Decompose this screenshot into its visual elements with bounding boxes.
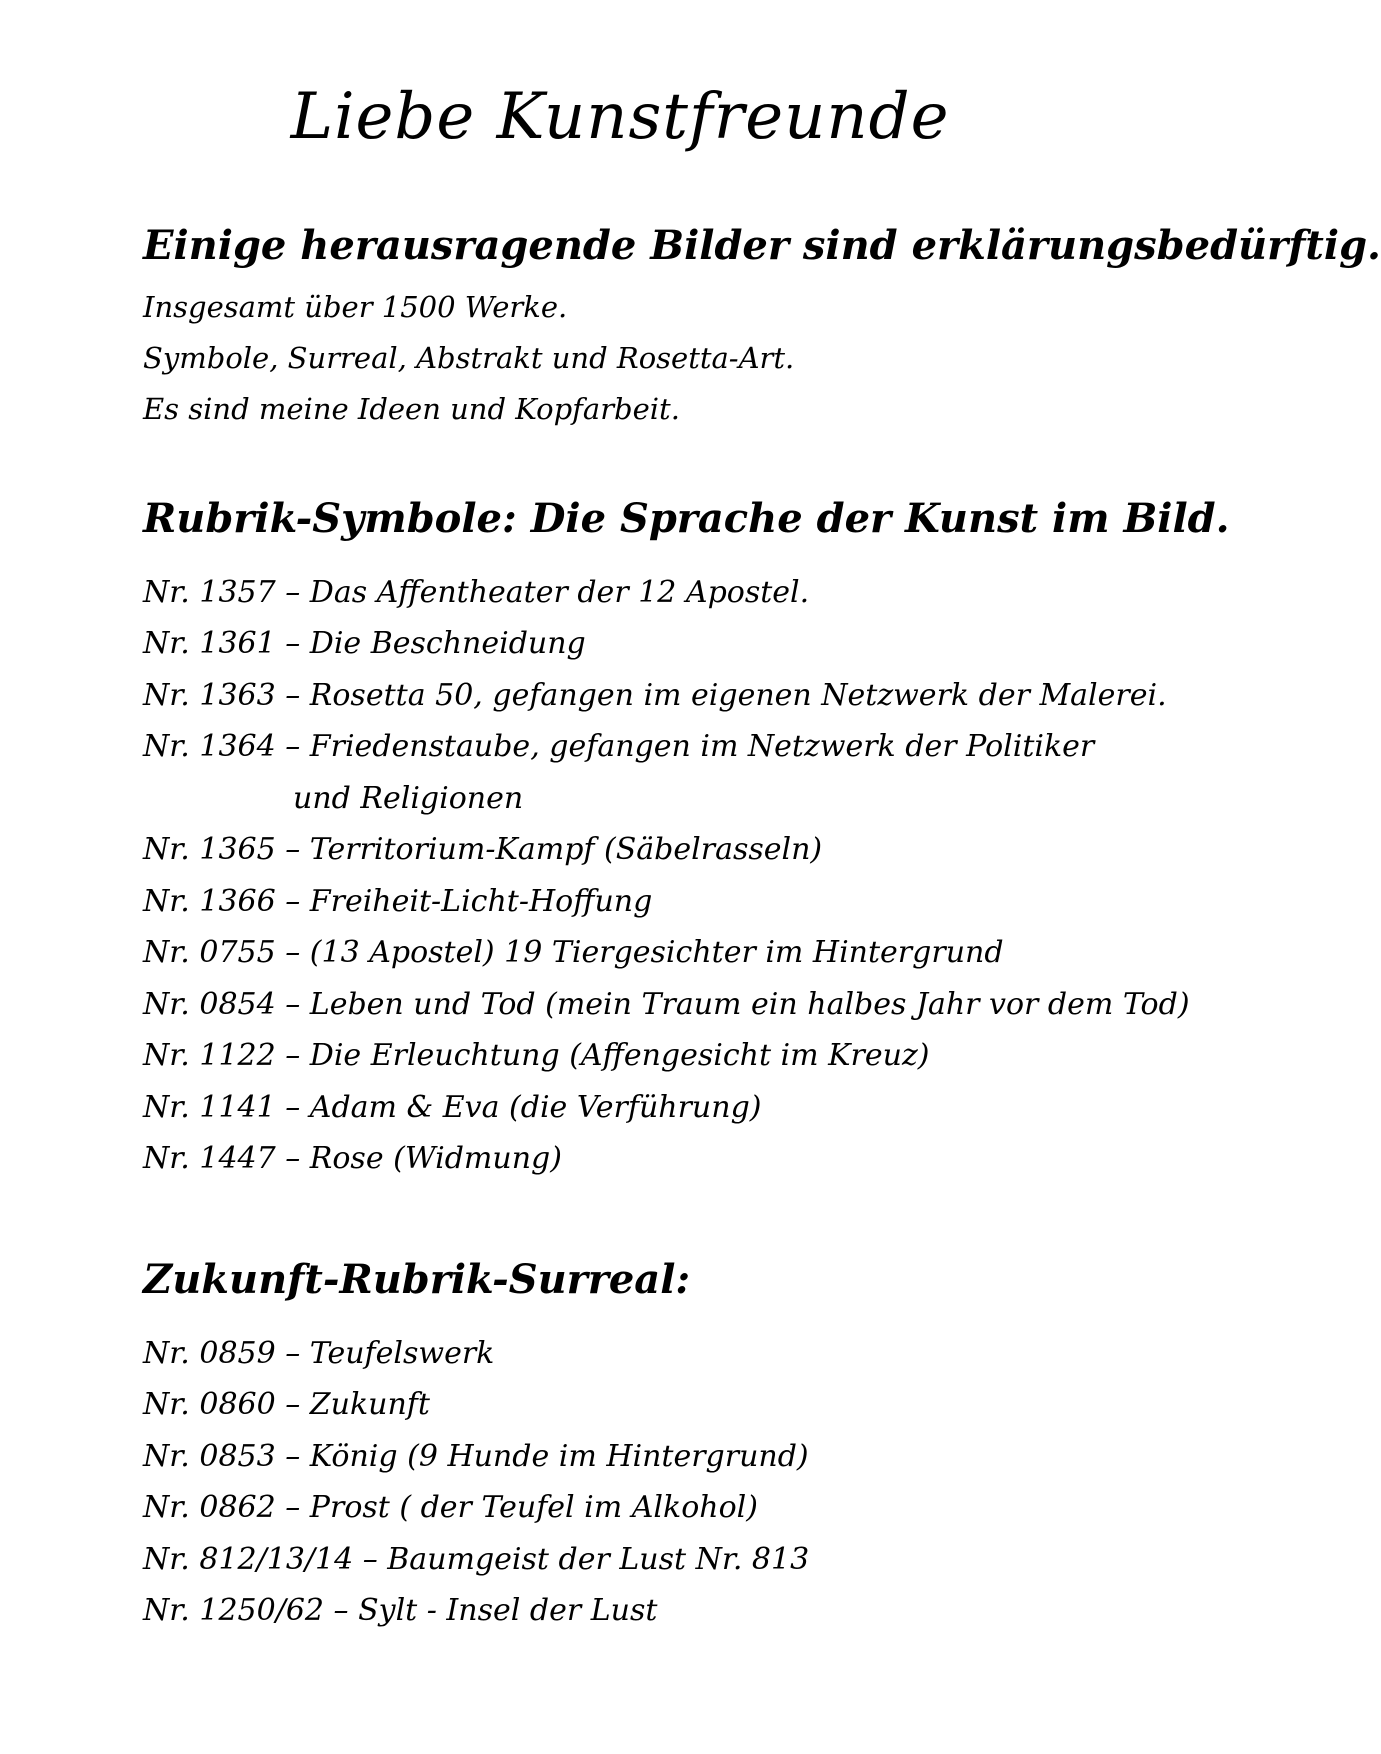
symbole-entry: Nr. 1365 – Territorium-Kampf (Säbelrasseln) bbox=[143, 832, 823, 867]
intro-line: Symbole, Surreal, Abstrakt und Rosetta-Art. bbox=[143, 341, 795, 375]
symbole-entry: Nr. 1122 – Die Erleuchtung (Affengesicht im Kreuz) bbox=[143, 1038, 930, 1073]
surreal-entry: Nr. 0853 – König (9 Hunde im Hintergrund) bbox=[143, 1439, 809, 1474]
surreal-entry: Nr. 0859 – Teufelswerk bbox=[143, 1336, 495, 1371]
symbole-entry-continuation: und Religionen bbox=[293, 781, 524, 816]
symbole-entry: Nr. 1364 – Friedenstaube, gefangen im Netzwerk der Politiker bbox=[143, 729, 1095, 764]
intro-heading: Einige herausragende Bilder sind erklärungsbedürftig. bbox=[143, 222, 1381, 269]
surreal-entry: Nr. 0860 – Zukunft bbox=[143, 1387, 430, 1422]
symbole-entry: Nr. 1366 – Freiheit-Licht-Hoffung bbox=[143, 884, 653, 919]
symbole-entry: Nr. 0854 – Leben und Tod (mein Traum ein halbes Jahr vor dem Tod) bbox=[143, 987, 1190, 1022]
symbole-entry: Nr. 0755 – (13 Apostel) 19 Tiergesichter im Hintergrund bbox=[143, 935, 1004, 970]
symbole-entry: Nr. 1357 – Das Affentheater der 12 Apostel. bbox=[143, 575, 810, 610]
page-title: Liebe Kunstfreunde bbox=[290, 80, 950, 154]
intro-line: Insgesamt über 1500 Werke. bbox=[143, 290, 568, 324]
symbole-entry: Nr. 1361 – Die Beschneidung bbox=[143, 626, 586, 661]
surreal-heading: Zukunft-Rubrik-Surreal: bbox=[143, 1256, 691, 1303]
symbole-entry: Nr. 1447 – Rose (Widmung) bbox=[143, 1141, 562, 1176]
surreal-entry: Nr. 812/13/14 – Baumgeist der Lust Nr. 813 bbox=[143, 1542, 810, 1577]
symbole-entry: Nr. 1363 – Rosetta 50, gefangen im eigenen Netzwerk der Malerei. bbox=[143, 678, 1167, 713]
symbole-entry: Nr. 1141 – Adam & Eva (die Verführung) bbox=[143, 1090, 762, 1125]
surreal-entry: Nr. 1250/62 – Sylt - Insel der Lust bbox=[143, 1593, 658, 1628]
surreal-entry: Nr. 0862 – Prost ( der Teufel im Alkohol) bbox=[143, 1490, 758, 1525]
intro-line: Es sind meine Ideen und Kopfarbeit. bbox=[143, 392, 680, 426]
symbole-heading: Rubrik-Symbole: Die Sprache der Kunst im Bild. bbox=[143, 495, 1230, 542]
